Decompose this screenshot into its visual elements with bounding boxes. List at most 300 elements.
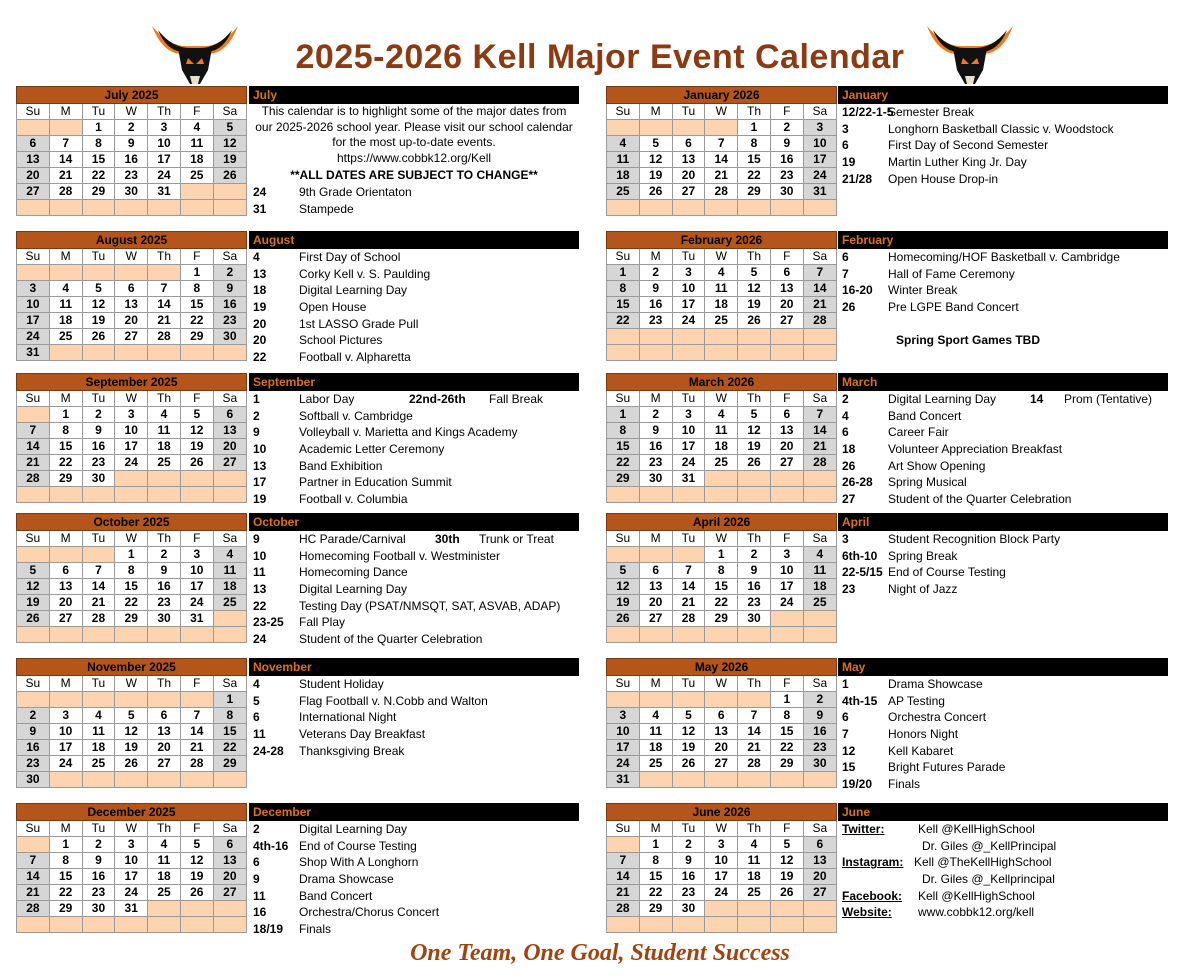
empty-day-cell bbox=[672, 692, 705, 708]
week-row bbox=[17, 136, 247, 152]
day-cell: 22 bbox=[115, 595, 148, 611]
day-cell: 30 bbox=[148, 611, 181, 627]
weekday-label: Sa bbox=[803, 104, 836, 120]
day-cell: 12 bbox=[180, 853, 213, 869]
week-row bbox=[17, 407, 247, 423]
weekday-label: M bbox=[49, 821, 82, 837]
empty-day-cell bbox=[17, 487, 50, 503]
empty-day-cell bbox=[607, 329, 640, 345]
day-cell: 5 bbox=[213, 120, 246, 136]
weekday-label: Tu bbox=[82, 391, 115, 407]
day-cell: 18 bbox=[213, 579, 246, 595]
weekday-label: Su bbox=[17, 531, 50, 547]
day-cell: 19 bbox=[672, 740, 705, 756]
event-date: 6 bbox=[842, 250, 849, 264]
day-cell: 18 bbox=[639, 740, 672, 756]
event-name: 9th Grade Orientaton bbox=[299, 185, 412, 199]
empty-day-cell bbox=[82, 265, 115, 281]
day-cell: 22 bbox=[180, 313, 213, 329]
week-row bbox=[17, 281, 247, 297]
day-cell: 9 bbox=[803, 708, 836, 724]
event-name: Spring Musical bbox=[888, 475, 967, 490]
day-cell: 15 bbox=[180, 297, 213, 313]
day-cell: 13 bbox=[705, 724, 738, 740]
day-cell: 26 bbox=[607, 611, 640, 627]
day-cell: 23 bbox=[115, 168, 148, 184]
week-row bbox=[607, 152, 837, 168]
day-cell: 4 bbox=[180, 120, 213, 136]
day-cell: 20 bbox=[803, 869, 836, 885]
day-cell: 21 bbox=[148, 313, 181, 329]
day-cell: 30 bbox=[639, 471, 672, 487]
day-cell: 21 bbox=[82, 595, 115, 611]
event-row bbox=[249, 316, 579, 333]
event-row bbox=[249, 491, 579, 508]
day-cell: 25 bbox=[639, 756, 672, 772]
event-date: 7 bbox=[842, 266, 849, 281]
event-name: Stampede bbox=[299, 201, 354, 216]
event-row bbox=[249, 548, 579, 565]
social-label[interactable]: Website: bbox=[842, 905, 892, 920]
weekday-header-row bbox=[607, 821, 837, 837]
day-cell: 15 bbox=[738, 152, 771, 168]
weekday-label: Th bbox=[738, 104, 771, 120]
month-calendar bbox=[606, 803, 837, 933]
empty-day-cell bbox=[49, 692, 82, 708]
week-row bbox=[607, 837, 837, 853]
day-cell: 21 bbox=[607, 885, 640, 901]
day-cell: 21 bbox=[803, 297, 836, 313]
weekday-label: Th bbox=[148, 531, 181, 547]
weekday-label: Sa bbox=[213, 821, 246, 837]
empty-day-cell bbox=[770, 471, 803, 487]
day-cell: 18 bbox=[803, 579, 836, 595]
social-handle[interactable]: Kell @KellHighSchool bbox=[918, 822, 1035, 836]
event-name: Softball v. Cambridge bbox=[299, 408, 413, 423]
event-name: Finals bbox=[888, 777, 921, 792]
day-cell: 28 bbox=[672, 611, 705, 627]
event-row bbox=[249, 743, 579, 760]
weekday-label: Su bbox=[17, 821, 50, 837]
panel-header: January bbox=[838, 86, 1168, 104]
event-name: Drama Showcase bbox=[888, 677, 983, 691]
day-cell: 17 bbox=[770, 579, 803, 595]
event-row bbox=[249, 676, 579, 693]
panel-header: November bbox=[249, 658, 579, 676]
weekday-label: Th bbox=[738, 391, 771, 407]
day-cell: 1 bbox=[115, 547, 148, 563]
day-cell: 13 bbox=[672, 152, 705, 168]
weekday-label: F bbox=[180, 821, 213, 837]
event-name: Corky Kell v. S. Paulding bbox=[299, 266, 431, 281]
week-row bbox=[17, 837, 247, 853]
empty-day-cell bbox=[49, 772, 82, 788]
weekday-label: F bbox=[180, 391, 213, 407]
day-cell: 3 bbox=[705, 837, 738, 853]
weekday-label: Sa bbox=[803, 821, 836, 837]
day-cell: 31 bbox=[115, 901, 148, 917]
empty-day-cell bbox=[82, 692, 115, 708]
event-date: 31 bbox=[253, 201, 267, 216]
empty-day-cell bbox=[115, 627, 148, 643]
weekday-label: M bbox=[639, 391, 672, 407]
day-cell: 20 bbox=[213, 869, 246, 885]
event-row bbox=[838, 441, 1168, 458]
day-cell: 28 bbox=[705, 184, 738, 200]
social-handle[interactable]: www.cobbk12.org/kell bbox=[918, 905, 1035, 920]
empty-day-cell bbox=[705, 487, 738, 503]
events-panel-april bbox=[838, 513, 1168, 598]
day-cell: 16 bbox=[82, 869, 115, 885]
day-cell: 4 bbox=[705, 265, 738, 281]
day-cell: 12 bbox=[17, 579, 50, 595]
day-cell: 2 bbox=[738, 547, 771, 563]
day-cell: 16 bbox=[115, 152, 148, 168]
event-date: 18/19 bbox=[253, 922, 284, 937]
event-row bbox=[249, 726, 579, 743]
day-cell: 2 bbox=[639, 407, 672, 423]
event-name: Martin Luther King Jr. Day bbox=[888, 155, 1027, 170]
weekday-label: Tu bbox=[82, 676, 115, 692]
day-cell: 13 bbox=[148, 724, 181, 740]
event-row bbox=[249, 184, 579, 201]
day-cell: 21 bbox=[180, 740, 213, 756]
empty-day-cell bbox=[49, 200, 82, 216]
day-cell: 23 bbox=[770, 168, 803, 184]
social-handle[interactable]: Kell @KellHighSchool bbox=[918, 888, 1035, 903]
event-row bbox=[249, 821, 579, 838]
day-cell: 1 bbox=[738, 120, 771, 136]
day-cell: 27 bbox=[17, 184, 50, 200]
empty-day-cell bbox=[803, 329, 836, 345]
day-cell: 30 bbox=[803, 756, 836, 772]
empty-day-cell bbox=[738, 772, 771, 788]
event-row bbox=[838, 776, 1168, 793]
day-cell: 3 bbox=[770, 547, 803, 563]
day-cell: 13 bbox=[639, 579, 672, 595]
event-row bbox=[838, 474, 1168, 491]
weekday-header-row bbox=[17, 531, 247, 547]
day-cell: 25 bbox=[49, 329, 82, 345]
day-cell: 26 bbox=[115, 756, 148, 772]
empty-day-cell bbox=[607, 547, 640, 563]
empty-day-cell bbox=[148, 692, 181, 708]
event-name: Orchestra Concert bbox=[888, 710, 987, 725]
event-row bbox=[249, 709, 579, 726]
week-row bbox=[607, 853, 837, 869]
event-name: Veterans Day Breakfast bbox=[299, 727, 426, 742]
empty-day-cell bbox=[213, 200, 246, 216]
weekday-label: W bbox=[115, 676, 148, 692]
weekday-header-row bbox=[607, 531, 837, 547]
empty-day-cell bbox=[115, 487, 148, 503]
day-cell: 23 bbox=[82, 885, 115, 901]
day-cell: 6 bbox=[639, 563, 672, 579]
event-row bbox=[249, 299, 579, 316]
week-row bbox=[17, 853, 247, 869]
day-cell: 14 bbox=[148, 297, 181, 313]
event-name: Partner in Education Summit bbox=[299, 475, 452, 490]
day-cell: 21 bbox=[738, 740, 771, 756]
empty-day-cell bbox=[148, 627, 181, 643]
day-cell: 23 bbox=[803, 740, 836, 756]
week-row bbox=[607, 740, 837, 756]
empty-day-cell bbox=[607, 200, 640, 216]
day-cell: 7 bbox=[148, 281, 181, 297]
week-row bbox=[17, 563, 247, 579]
event-row bbox=[838, 249, 1168, 266]
day-cell: 21 bbox=[17, 885, 50, 901]
events-panel-may bbox=[838, 658, 1168, 793]
day-cell: 18 bbox=[82, 740, 115, 756]
event-name: First Day of Second Semester bbox=[888, 138, 1049, 153]
day-cell: 25 bbox=[148, 885, 181, 901]
day-cell: 19 bbox=[738, 439, 771, 455]
day-cell: 16 bbox=[770, 152, 803, 168]
event-date: 13 bbox=[253, 266, 267, 281]
empty-day-cell bbox=[49, 627, 82, 643]
event-row bbox=[838, 693, 1168, 710]
day-cell: 3 bbox=[49, 708, 82, 724]
day-cell: 24 bbox=[49, 756, 82, 772]
week-row bbox=[17, 455, 247, 471]
empty-day-cell bbox=[148, 917, 181, 933]
empty-day-cell bbox=[82, 627, 115, 643]
page-title: 2025-2026 Kell Major Event Calendar bbox=[295, 38, 905, 76]
day-cell: 22 bbox=[49, 455, 82, 471]
social-label[interactable]: Instagram: bbox=[842, 855, 904, 870]
day-cell: 13 bbox=[49, 579, 82, 595]
event-row bbox=[249, 871, 579, 888]
day-cell: 4 bbox=[82, 708, 115, 724]
day-cell: 16 bbox=[213, 297, 246, 313]
day-cell: 27 bbox=[115, 329, 148, 345]
event-date: 13 bbox=[253, 458, 267, 473]
week-row bbox=[607, 885, 837, 901]
day-cell: 9 bbox=[639, 281, 672, 297]
day-cell: 19 bbox=[180, 439, 213, 455]
day-cell: 25 bbox=[213, 595, 246, 611]
day-cell: 18 bbox=[738, 869, 771, 885]
day-cell: 14 bbox=[17, 869, 50, 885]
day-cell: 20 bbox=[672, 168, 705, 184]
day-cell: 31 bbox=[803, 184, 836, 200]
empty-day-cell bbox=[738, 345, 771, 361]
empty-day-cell bbox=[738, 200, 771, 216]
month-calendar bbox=[16, 513, 247, 643]
empty-day-cell bbox=[639, 692, 672, 708]
empty-day-cell bbox=[17, 265, 50, 281]
weekday-label: Tu bbox=[672, 249, 705, 265]
month-title: November 2025 bbox=[17, 659, 247, 676]
day-cell: 10 bbox=[17, 297, 50, 313]
empty-day-cell bbox=[115, 471, 148, 487]
day-cell: 15 bbox=[213, 724, 246, 740]
week-row bbox=[607, 345, 837, 361]
empty-day-cell bbox=[770, 627, 803, 643]
day-cell: 12 bbox=[213, 136, 246, 152]
day-cell: 15 bbox=[607, 439, 640, 455]
week-row bbox=[17, 487, 247, 503]
event-row bbox=[249, 201, 579, 218]
event-name: Student of the Quarter Celebration bbox=[299, 632, 483, 647]
week-row bbox=[17, 917, 247, 933]
week-row bbox=[17, 184, 247, 200]
event-row bbox=[838, 759, 1168, 776]
day-cell: 14 bbox=[672, 579, 705, 595]
day-cell: 22 bbox=[49, 885, 82, 901]
event-name: Finals bbox=[299, 922, 332, 937]
day-cell: 25 bbox=[738, 885, 771, 901]
week-row bbox=[607, 627, 837, 643]
event-date: 22 bbox=[253, 598, 267, 613]
day-cell: 30 bbox=[213, 329, 246, 345]
day-cell: 8 bbox=[180, 281, 213, 297]
month-title: April 2026 bbox=[607, 514, 837, 531]
day-cell: 9 bbox=[82, 423, 115, 439]
day-cell: 18 bbox=[607, 168, 640, 184]
day-cell: 9 bbox=[672, 853, 705, 869]
week-row bbox=[607, 313, 837, 329]
empty-day-cell bbox=[803, 627, 836, 643]
intro-text bbox=[249, 104, 579, 166]
empty-day-cell bbox=[672, 917, 705, 933]
event-date: 11 bbox=[253, 727, 266, 742]
events-panel-july bbox=[249, 86, 579, 217]
day-cell: 6 bbox=[705, 708, 738, 724]
event-date: 6 bbox=[253, 855, 260, 870]
empty-day-cell bbox=[115, 200, 148, 216]
social-handle[interactable]: Kell @TheKellHighSchool bbox=[914, 855, 1052, 870]
month-calendar bbox=[16, 231, 247, 361]
event-date: 4 bbox=[253, 677, 260, 691]
event-row bbox=[838, 171, 1168, 188]
empty-day-cell bbox=[672, 772, 705, 788]
day-cell: 16 bbox=[738, 579, 771, 595]
day-cell: 1 bbox=[49, 837, 82, 853]
day-cell: 23 bbox=[639, 455, 672, 471]
event-date: 12 bbox=[842, 743, 856, 758]
week-row bbox=[607, 329, 837, 345]
day-cell: 9 bbox=[115, 136, 148, 152]
day-cell: 24 bbox=[770, 595, 803, 611]
day-cell: 11 bbox=[803, 563, 836, 579]
month-calendar bbox=[16, 803, 247, 933]
event-name: Prom (Tentative) bbox=[1064, 392, 1153, 406]
day-cell: 1 bbox=[607, 407, 640, 423]
day-cell: 15 bbox=[705, 579, 738, 595]
social-handle[interactable]: Dr. Giles @_Kellprincipal bbox=[922, 872, 1055, 887]
day-cell: 5 bbox=[639, 136, 672, 152]
event-date: 9 bbox=[253, 872, 260, 887]
event-date: 23-25 bbox=[253, 615, 284, 630]
month-title: February 2026 bbox=[607, 232, 837, 249]
day-cell: 3 bbox=[607, 708, 640, 724]
weekday-label: Th bbox=[738, 821, 771, 837]
calendar-link[interactable]: https://www.cobbk12.org/Kell bbox=[336, 150, 492, 165]
week-row bbox=[607, 563, 837, 579]
day-cell: 17 bbox=[672, 297, 705, 313]
social-label[interactable]: Facebook: bbox=[842, 888, 903, 903]
weekday-label: Su bbox=[17, 676, 50, 692]
day-cell: 8 bbox=[213, 708, 246, 724]
day-cell: 27 bbox=[803, 885, 836, 901]
weekday-label: W bbox=[705, 391, 738, 407]
day-cell: 6 bbox=[770, 407, 803, 423]
day-cell: 18 bbox=[148, 869, 181, 885]
day-cell: 27 bbox=[770, 455, 803, 471]
event-name: Career Fair bbox=[888, 425, 949, 440]
empty-day-cell bbox=[180, 692, 213, 708]
day-cell: 6 bbox=[213, 407, 246, 423]
events-panel-december bbox=[249, 803, 579, 938]
event-date: 17 bbox=[253, 475, 267, 490]
day-cell: 16 bbox=[17, 740, 50, 756]
weekday-label: Th bbox=[738, 531, 771, 547]
empty-day-cell bbox=[770, 917, 803, 933]
event-row bbox=[249, 921, 579, 938]
day-cell: 29 bbox=[82, 184, 115, 200]
day-cell: 13 bbox=[770, 281, 803, 297]
day-cell: 30 bbox=[115, 184, 148, 200]
month-title: March 2026 bbox=[607, 374, 837, 391]
games-note: Spring Sport Games TBD bbox=[896, 333, 1041, 348]
weekday-label: Sa bbox=[213, 531, 246, 547]
event-row bbox=[838, 299, 1168, 316]
week-row bbox=[17, 611, 247, 627]
weekday-label: Sa bbox=[803, 676, 836, 692]
event-date: 7 bbox=[842, 727, 849, 742]
event-date: 20 bbox=[253, 333, 267, 348]
day-cell: 13 bbox=[213, 423, 246, 439]
empty-day-cell bbox=[803, 917, 836, 933]
events-panel-november bbox=[249, 658, 579, 759]
event-row bbox=[249, 581, 579, 598]
event-name: HC Parade/Carnival bbox=[299, 532, 406, 546]
day-cell: 13 bbox=[17, 152, 50, 168]
weekday-label: Sa bbox=[803, 249, 836, 265]
day-cell: 10 bbox=[705, 853, 738, 869]
event-date: 14 bbox=[1030, 392, 1044, 406]
social-label[interactable]: Twitter: bbox=[842, 822, 885, 836]
event-date: 19 bbox=[253, 300, 267, 315]
empty-day-cell bbox=[82, 772, 115, 788]
day-cell: 17 bbox=[803, 152, 836, 168]
week-row bbox=[17, 168, 247, 184]
day-cell: 5 bbox=[770, 837, 803, 853]
weekday-label: F bbox=[180, 104, 213, 120]
social-handle[interactable]: Dr. Giles @_KellPrincipal bbox=[922, 838, 1057, 853]
social-row bbox=[838, 904, 1168, 921]
day-cell: 21 bbox=[672, 595, 705, 611]
day-cell: 11 bbox=[639, 724, 672, 740]
day-cell: 27 bbox=[705, 756, 738, 772]
empty-day-cell bbox=[607, 692, 640, 708]
empty-day-cell bbox=[672, 487, 705, 503]
day-cell: 26 bbox=[180, 885, 213, 901]
day-cell: 28 bbox=[607, 901, 640, 917]
week-row bbox=[607, 611, 837, 627]
event-date: 18 bbox=[253, 283, 267, 298]
empty-day-cell bbox=[17, 627, 50, 643]
day-cell: 23 bbox=[672, 885, 705, 901]
empty-day-cell bbox=[639, 487, 672, 503]
event-date: 22-5/15 bbox=[842, 565, 883, 580]
weekday-label: Tu bbox=[82, 104, 115, 120]
day-cell: 21 bbox=[705, 168, 738, 184]
event-row bbox=[838, 408, 1168, 425]
empty-day-cell bbox=[49, 265, 82, 281]
